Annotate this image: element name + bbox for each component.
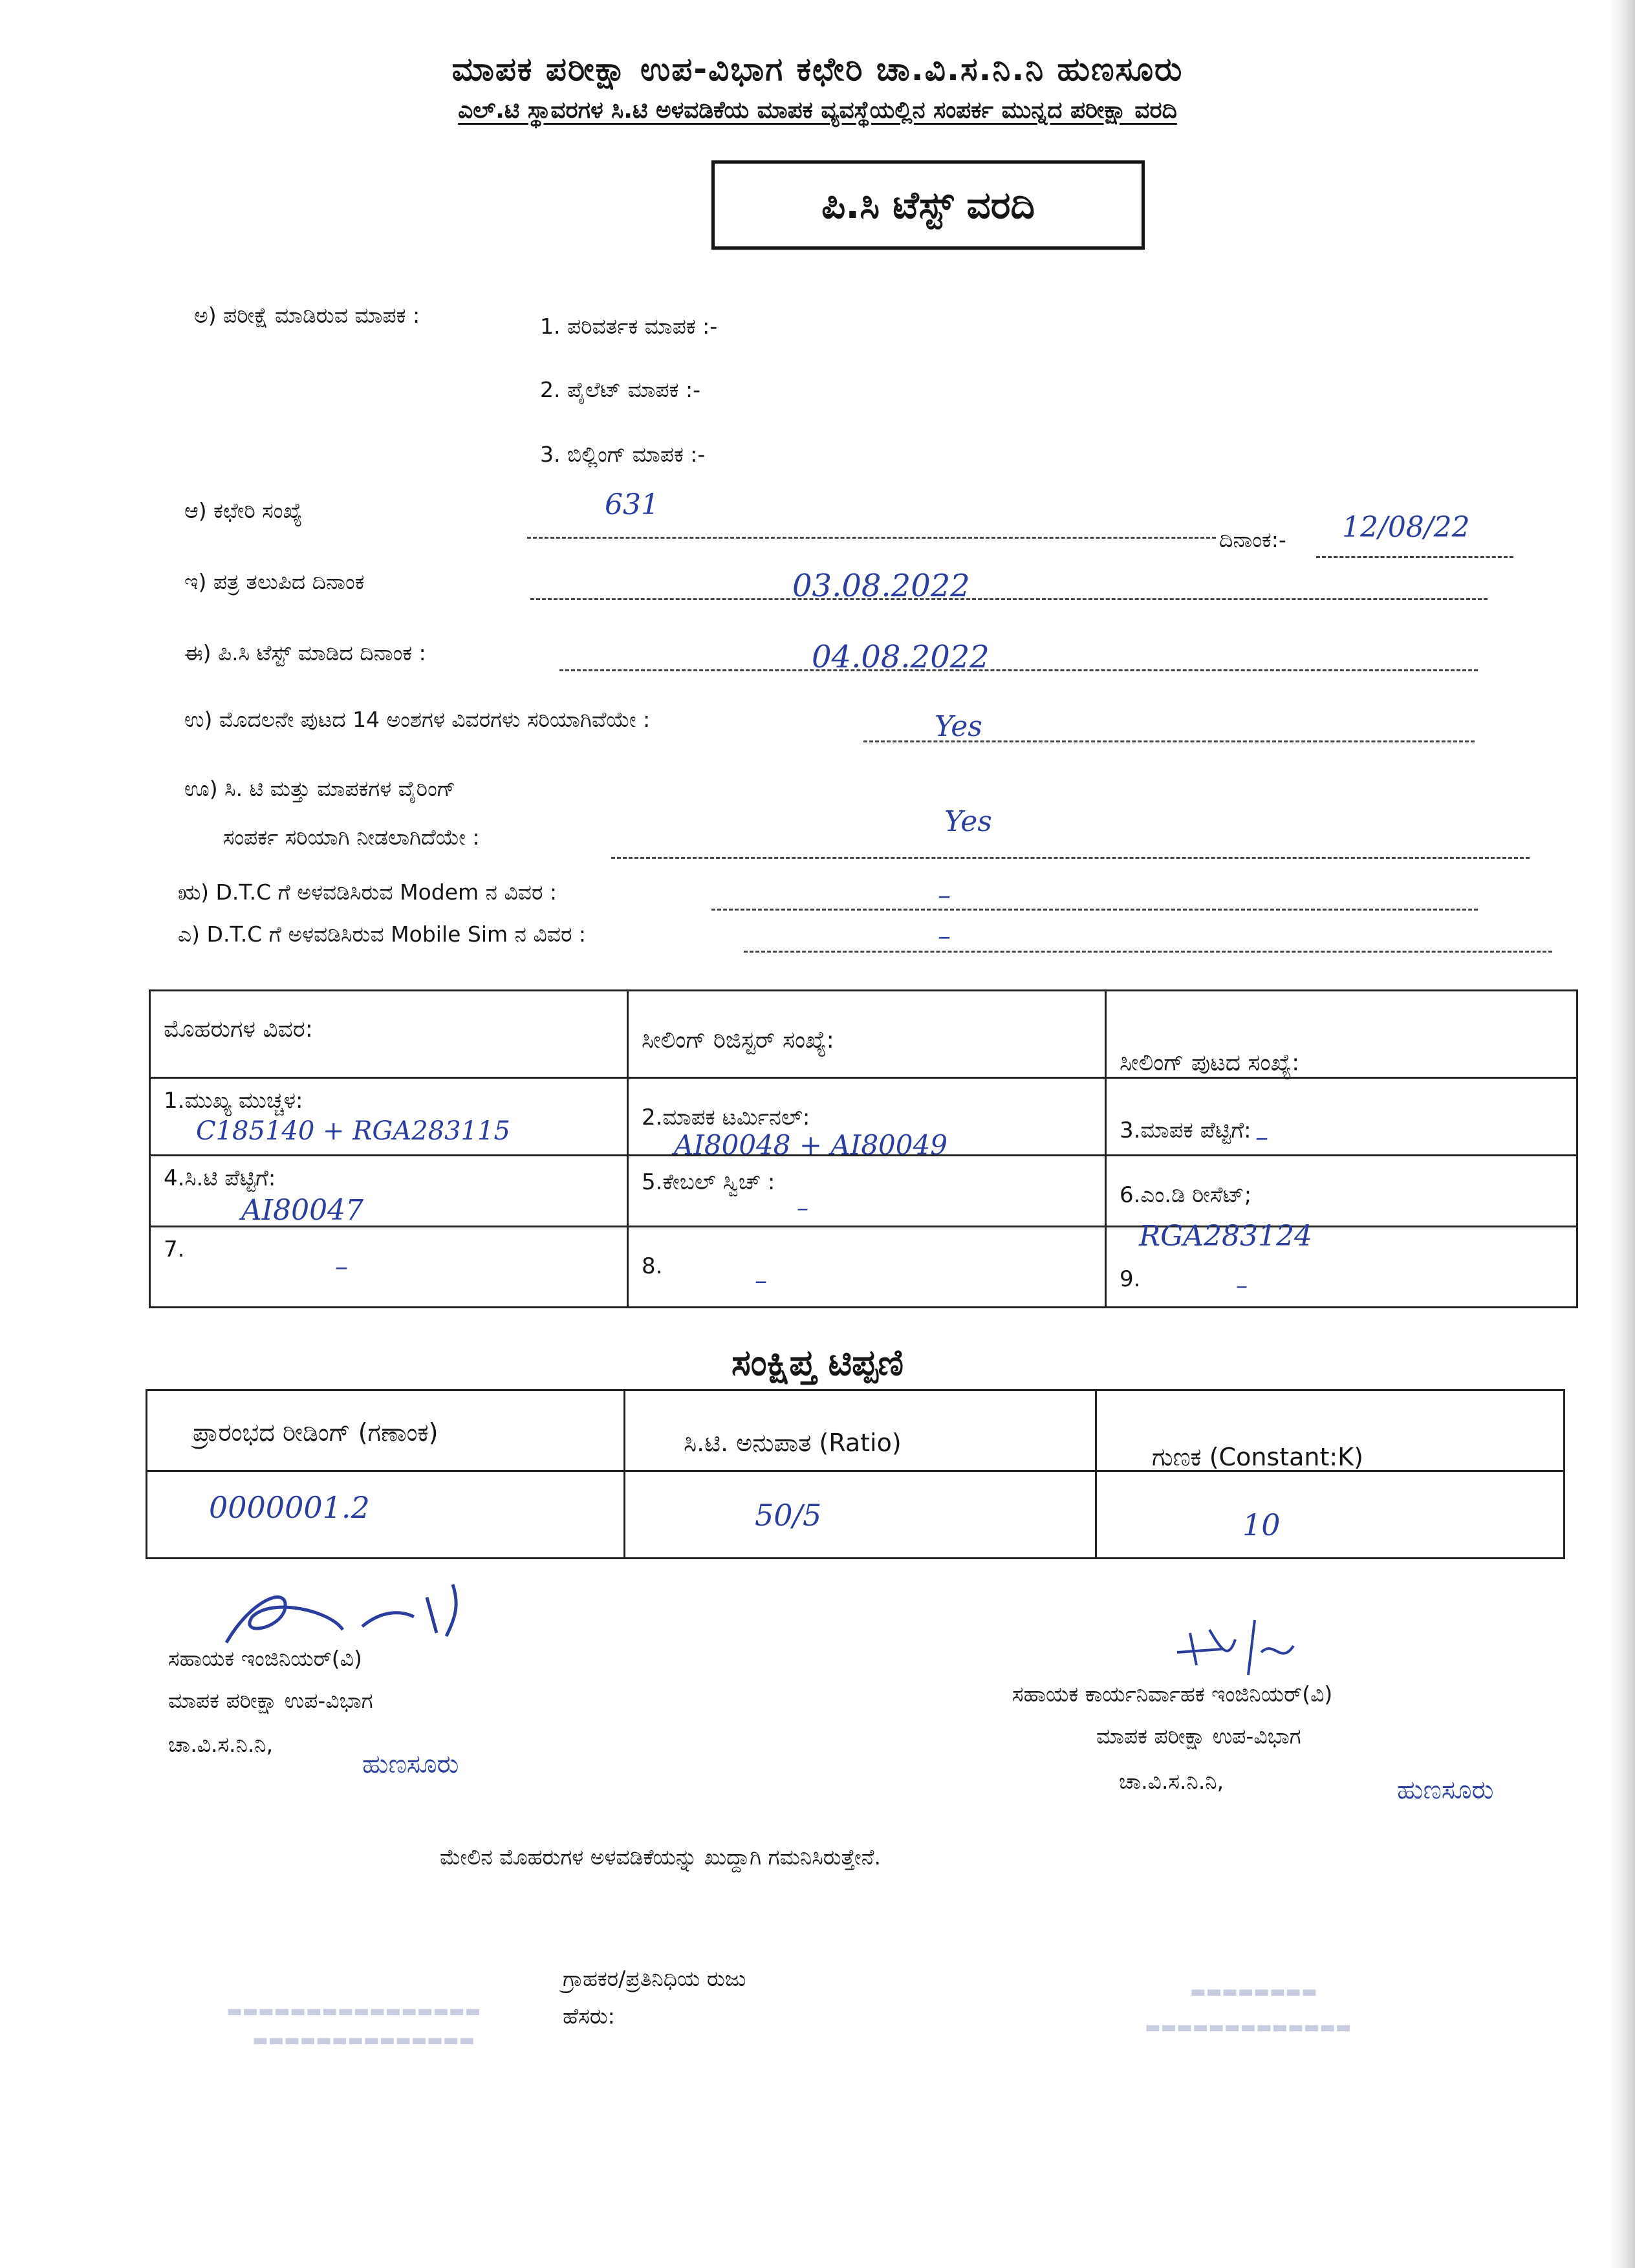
left-sign-line-2: ಮಾಪಕ ಪರೀಕ್ಷಾ ಉಪ-ವಿಭಾಗ xyxy=(168,1688,373,1713)
summary-header-reading: ಪ್ರಾರಂಭದ ರೀಡಿಂಗ್ (ಗಣಾಂಕ) xyxy=(193,1418,439,1447)
office-number-line xyxy=(527,537,1216,539)
date-line xyxy=(1316,556,1513,558)
summary-constant-value: 10 xyxy=(1242,1507,1281,1542)
seal-cell-value: – xyxy=(1235,1273,1248,1299)
letter-date-label: ಇ) ಪತ್ರ ತಲುಪಿದ ದಿನಾಂಕ xyxy=(184,569,365,594)
seal-cell-value: – xyxy=(754,1266,767,1295)
table-row xyxy=(147,1390,1565,1471)
seal-table-header-cell xyxy=(627,991,1105,1078)
seal-cell xyxy=(150,1227,628,1308)
summary-ratio-value: 50/5 xyxy=(754,1498,822,1533)
seal-cell-label: 1.ಮುಖ್ಯ ಮುಚ್ಚಳ: xyxy=(164,1088,303,1114)
modem-label: ಋ) D.T.C ಗೆ ಅಳವಡಿಸಿರುವ Modem ನ ವಿವರ : xyxy=(178,880,558,905)
summary-value-cell xyxy=(147,1471,625,1559)
acknowledgement-text: ಮೇಲಿನ ಮೊಹರುಗಳ ಅಳವಡಿಕೆಯನ್ನು ಖುದ್ದಾಗಿ ಗಮನಿಸಿರುತ್ತೇನೆ. xyxy=(440,1844,881,1870)
report-title: ಪಿ.ಸಿ ಟೆಸ್ಟ್ ವರದಿ xyxy=(821,182,1035,227)
wiring-label-line1: ಊ) ಸಿ. ಟಿ ಮತ್ತು ಮಾಪಕಗಳ ವೈರಿಂಗ್ xyxy=(184,776,456,801)
seal-cell xyxy=(1105,1078,1577,1156)
report-title-box xyxy=(711,160,1145,250)
wiring-line xyxy=(611,857,1530,859)
seal-cell xyxy=(150,1078,628,1156)
left-sign-line-3: ಚಾ.ವಿ.ಸ.ನಿ.ನಿ, xyxy=(168,1732,274,1757)
pc-test-date-label: ಈ) ಪಿ.ಸಿ ಟೆಸ್ಟ್ ಮಾಡಿದ ದಿನಾಂಕ : xyxy=(184,640,426,665)
summary-header-constant: ಗುಣಕ (Constant:K) xyxy=(1151,1443,1363,1471)
pc-test-date-value: 04.08.2022 xyxy=(812,639,990,675)
tested-meter-label: ಅ) ಪರೀಕ್ಷೆ ಮಾಡಿರುವ ಮಾಪಕ : xyxy=(194,303,420,328)
letter-date-line xyxy=(530,598,1488,600)
summary-header-ratio: ಸಿ.ಟಿ. ಅನುಪಾತ (Ratio) xyxy=(683,1429,902,1457)
first-page-label: ಉ) ಮೊದಲನೇ ಪುಟದ 14 ಅಂಶಗಳ ವಿವರಗಳು ಸರಿಯಾಗಿವೆಯೇ : xyxy=(184,707,651,732)
sim-line xyxy=(744,951,1552,953)
summary-reading-value: 0000001.2 xyxy=(209,1490,370,1525)
seal-cell-value: – xyxy=(1255,1123,1268,1152)
office-number-value: 631 xyxy=(605,488,659,521)
seal-cell-value: AI80048 + AI80049 xyxy=(673,1129,947,1161)
seal-cell-value: C185140 + RGA283115 xyxy=(196,1116,510,1146)
seal-cell-value: – xyxy=(335,1252,348,1282)
seal-header-details: ಮೊಹರುಗಳ ವಿವರ: xyxy=(164,1016,313,1042)
sim-value: – xyxy=(938,922,951,951)
seal-cell xyxy=(627,1227,1105,1308)
seal-table xyxy=(149,989,1578,1308)
customer-signature-label: ಗ್ರಾಹಕರ/ಪ್ರತಿನಿಧಿಯ ರುಜು xyxy=(563,1966,746,1991)
seal-cell xyxy=(150,1156,628,1227)
office-title: ಮಾಪಕ ಪರೀಕ್ಷಾ ಉಪ-ವಿಭಾಗ ಕಛೇರಿ ಚಾ.ವಿ.ಸ.ನಿ.ನಿ ಹುಣಸೂರು xyxy=(451,50,1184,88)
date-label: ದಿನಾಂಕ:- xyxy=(1219,527,1286,552)
seal-table-header-cell xyxy=(1105,991,1577,1078)
wiring-value: Yes xyxy=(944,805,992,838)
right-sign-place: ಹುಣಸೂರು xyxy=(1397,1775,1494,1805)
left-sign-line-1: ಸಹಾಯಕ ಇಂಜಿನಿಯರ್(ವಿ) xyxy=(168,1646,362,1671)
seal-cell xyxy=(1105,1220,1577,1308)
modem-line xyxy=(711,909,1478,911)
right-sign-line-3: ಚಾ.ವಿ.ಸ.ನಿ.ನಿ, xyxy=(1119,1769,1224,1794)
meter-2-label: 2. ಪೈಲೆಟ್ ಮಾಪಕ :- xyxy=(540,377,701,402)
seal-cell xyxy=(627,1129,1105,1227)
office-number-label: ಆ) ಕಛೇರಿ ಸಂಖ್ಯೆ xyxy=(184,498,303,523)
first-page-value: Yes xyxy=(935,710,982,743)
wiring-label-line2: ಸಂಪರ್ಕ ಸರಿಯಾಗಿ ನೀಡಲಾಗಿದೆಯೇ : xyxy=(223,825,480,850)
modem-value: – xyxy=(938,881,951,911)
seal-table-header-cell xyxy=(150,991,628,1078)
seal-cell-label: 2.ಮಾಪಕ ಟರ್ಮಿನಲ್: xyxy=(641,1105,810,1130)
page-edge-shadow xyxy=(1609,0,1635,2268)
summary-header-cell xyxy=(147,1390,625,1471)
right-sign-line-1: ಸಹಾಯಕ ಕಾರ್ಯನಿರ್ವಾಹಕ ಇಂಜಿನಿಯರ್(ವಿ) xyxy=(1012,1681,1333,1707)
table-row xyxy=(150,1227,1577,1308)
summary-value-cell xyxy=(624,1471,1096,1559)
date-value: 12/08/22 xyxy=(1342,511,1470,544)
seal-cell-label: 7. xyxy=(164,1237,185,1262)
seal-cell-value: – xyxy=(796,1195,808,1222)
pc-test-date-line xyxy=(559,669,1478,671)
seal-cell-label: 4.ಸಿ.ಟಿ ಪೆಟ್ಟಿಗೆ: xyxy=(164,1165,276,1191)
seal-cell-label: 6.ಎಂ.ಡಿ ರೀಸೆಟ್; xyxy=(1119,1182,1252,1208)
report-subtitle: ಎಲ್.ಟಿ ಸ್ಥಾವರಗಳ ಸಿ.ಟಿ ಅಳವಡಿಕೆಯ ಮಾಪಕ ವ್ಯವಸ್ಥೆಯಲ್ಲಿನ ಸಂಪರ್ಕ ಮುನ್ನದ ಪರೀಕ್ಷಾ ವರದಿ xyxy=(458,97,1177,124)
seal-cell-label: 5.ಕೇಬಲ್ ಸ್ವಿಚ್ : xyxy=(641,1169,775,1195)
table-row xyxy=(147,1471,1565,1559)
summary-value-cell xyxy=(1096,1471,1564,1559)
summary-heading: ಸಂಕ್ಷಿಪ್ತ ಟಿಪ್ಪಣಿ xyxy=(731,1342,904,1384)
left-sign-place: ಹುಣಸೂರು xyxy=(362,1749,459,1779)
right-signature xyxy=(1164,1614,1306,1685)
summary-table xyxy=(146,1389,1565,1559)
faint-stamp-left: ▬▬▬▬▬▬▬▬▬▬▬▬▬▬▬▬ xyxy=(226,2002,481,2021)
sim-label: ಎ) D.T.C ಗೆ ಅಳವಡಿಸಿರುವ Mobile Sim ನ ವಿವರ : xyxy=(178,922,587,947)
right-sign-line-2: ಮಾಪಕ ಪರೀಕ್ಷಾ ಉಪ-ವಿಭಾಗ xyxy=(1096,1723,1301,1749)
seal-header-page: ಸೀಲಿಂಗ್ ಪುಟದ ಸಂಖ್ಯೆ: xyxy=(1119,1050,1300,1076)
seal-cell-value: AI80047 xyxy=(241,1194,364,1227)
meter-1-label: 1. ಪರಿವರ್ತಕ ಮಾಪಕ :- xyxy=(540,314,718,339)
faint-stamp-right-2: ▬▬▬▬▬▬▬▬▬▬▬▬▬ xyxy=(1145,2018,1352,2037)
table-row xyxy=(150,1156,1577,1227)
seal-header-register: ಸೀಲಿಂಗ್ ರಿಜಿಸ್ಟರ್ ಸಂಖ್ಯೆ: xyxy=(641,1027,834,1053)
seal-cell-label: 3.ಮಾಪಕ ಪೆಟ್ಟಿಗೆ: xyxy=(1119,1118,1251,1143)
seal-cell-value: RGA283124 xyxy=(1138,1220,1312,1253)
summary-header-cell xyxy=(1096,1390,1564,1471)
customer-name-label: ಹೆಸರು: xyxy=(563,2003,615,2029)
seal-cell-label: 8. xyxy=(641,1253,663,1279)
faint-stamp-left-2: ▬▬▬▬▬▬▬▬▬▬▬▬▬▬ xyxy=(252,2031,475,2050)
faint-stamp-right: ▬▬▬▬▬▬▬▬ xyxy=(1190,1982,1317,2002)
seal-cell-label: 9. xyxy=(1119,1266,1141,1292)
summary-header-cell xyxy=(624,1390,1096,1471)
letter-date-value: 03.08.2022 xyxy=(792,568,970,604)
meter-3-label: 3. ಬಿಲ್ಲಿಂಗ್ ಮಾಪಕ :- xyxy=(540,442,706,467)
table-row xyxy=(150,991,1577,1078)
